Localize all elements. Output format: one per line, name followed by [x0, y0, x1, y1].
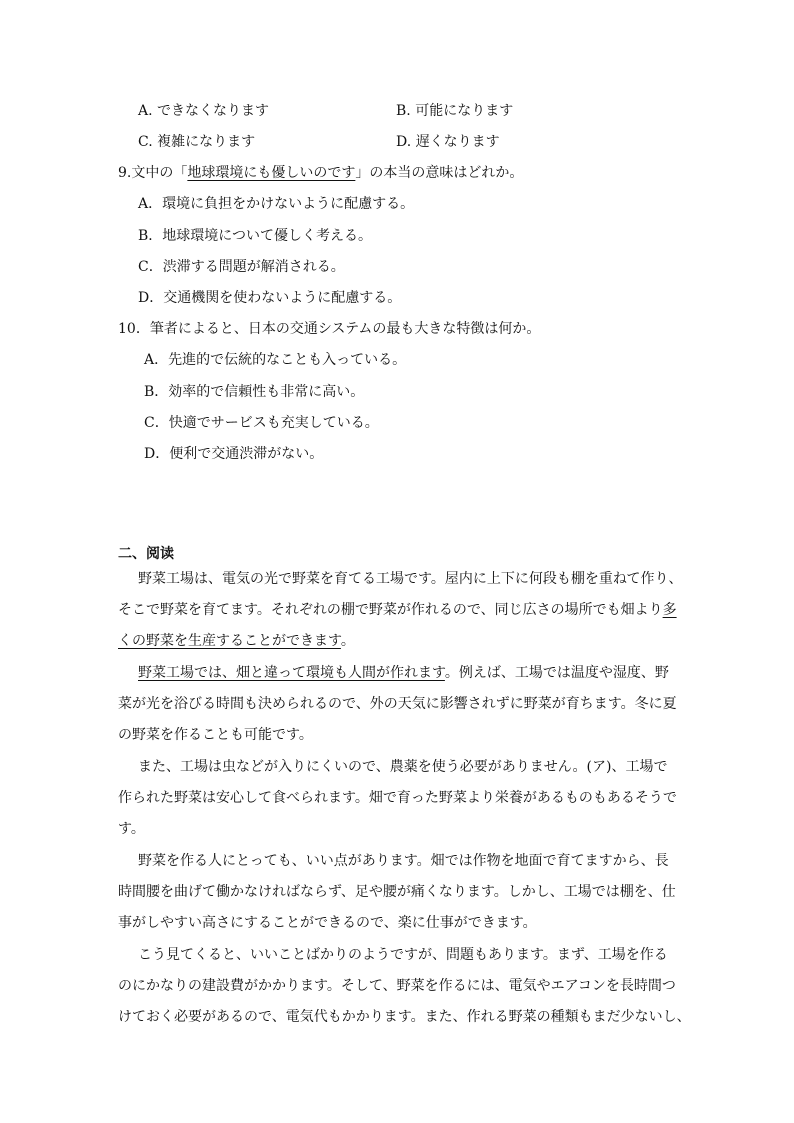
q8-option-a: [138, 101, 269, 121]
paragraph-line: [118, 631, 355, 651]
paragraph-line: す。: [118, 821, 145, 837]
paragraph-line: けておく必要があるので、電気代もかかります。また、作れる野菜の種類もまだ少ないし、: [118, 1009, 691, 1025]
paragraph-line: また、工場は虫などが入りにくいので、農薬を使う必要がありません。(ア)、工場で: [138, 759, 668, 775]
q9-option-c: C．渋滞する問題が解消される。: [138, 259, 345, 275]
underlined-phrase: 野菜工場では、畑と違って環境も人間が作れます: [138, 665, 445, 681]
option-letter: C.: [138, 134, 153, 150]
option-letter: D.: [396, 134, 412, 150]
paragraph-line: 野菜工場は、電気の光で野菜を育てる工場です。屋内に上下に何段も棚を重ねて作り、: [138, 571, 683, 587]
option-letter: B.: [396, 103, 411, 119]
question-text: 文中の「: [131, 165, 188, 181]
option-letter: A.: [138, 103, 153, 119]
option-text: 遅くなります: [415, 134, 500, 150]
paragraph-line: 時間腰を曲げて働かなければならず、足や腰が痛くなります。しかし、工場では棚を、仕: [118, 884, 676, 900]
q10-option-b: B．効率的で信頼性も非常に高い。: [144, 384, 365, 400]
underlined-phrase: 多: [662, 602, 677, 618]
option-text: 可能になります: [415, 103, 514, 119]
q10-option-a: A．先進的で伝統的なことも入っている。: [144, 352, 407, 368]
option-text: 複雑になります: [157, 134, 256, 150]
q10-question: 10．筆者によると、日本の交通システムの最も大きな特徴は何か。: [118, 321, 541, 337]
q10-option-c: C．快適でサービスも充実している。: [144, 415, 379, 431]
underlined-phrase: くの野菜を生産することができます: [118, 633, 341, 649]
q9-option-a: A．環境に負担をかけないように配慮する。: [138, 196, 415, 212]
q9-option-d: D．交通機関を使わないように配慮する。: [138, 290, 402, 306]
line-text: 。: [340, 633, 355, 649]
paragraph-line: の野菜を作ることも可能です。: [118, 727, 313, 743]
q8-option-b: [396, 101, 513, 121]
paragraph-line: 事がしやすい高さにすることができるので、楽に仕事ができます。: [118, 915, 537, 931]
section-heading: 二、阅读: [118, 546, 174, 562]
q9-option-b: B．地球環境について優しく考える。: [138, 228, 373, 244]
paragraph-line: 野菜を作る人にとっても、いい点があります。畑では作物を地面で育てますから、長: [138, 853, 669, 869]
option-text: できなくなります: [157, 103, 270, 119]
q8-option-c: [138, 132, 255, 152]
paragraph-line: のにかなりの建設費がかかります。そして、野菜を作るには、電気やエアコンを長時間つ: [118, 978, 676, 994]
question-text: 」の本当の意味はどれか。: [355, 165, 524, 181]
paragraph-line: [138, 663, 669, 683]
q10-option-d: D．便利で交通渋滞がない。: [144, 446, 324, 462]
paragraph-line: 菜が光を浴びる時間も決められるので、外の天気に影響されずに野菜が育ちます。冬に夏: [118, 696, 677, 712]
underlined-phrase: 地球環境にも優しいのです: [187, 165, 356, 181]
line-text: 。例えば、工場では温度や湿度、野: [444, 665, 669, 681]
paragraph-line: [118, 600, 677, 620]
q9-question: [118, 163, 523, 183]
question-number: 9.: [118, 165, 132, 181]
paragraph-line: 作られた野菜は安心して食べられます。畑で育った野菜より栄養があるものもあるそうで: [118, 790, 677, 806]
q8-option-d: [396, 132, 500, 152]
line-text: そこで野菜を育てます。それぞれの棚で野菜が作れるので、同じ広さの場所でも畑より: [118, 602, 663, 618]
paragraph-line: こう見てくると、いいことばかりのようですが、問題もあります。まず、工場を作る: [138, 947, 668, 963]
